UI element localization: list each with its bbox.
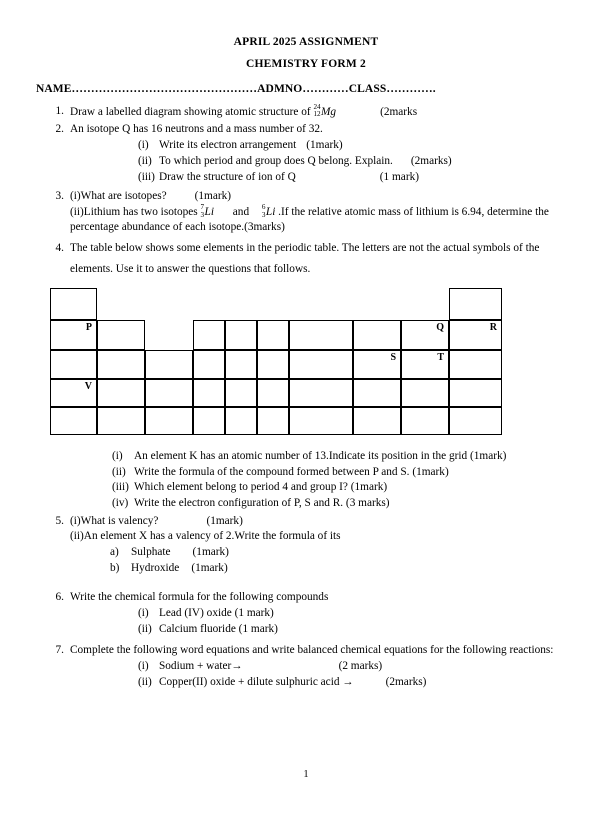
question-4-part-i-text: An element K has an atomic number of 13.Indicate its position in the grid (1mark): [134, 450, 507, 463]
question-4-part-ii-label: (ii): [112, 465, 126, 478]
question-2-part-ii-text: To which period and group does Q belong. Explain.: [159, 155, 393, 168]
question-3-part-ii-intro: (ii)Lithium has two isotopes: [70, 206, 201, 219]
grid-cell-empty: [50, 407, 97, 435]
grid-cell-empty: [225, 407, 257, 435]
question-7-part-ii-marks: (2marks): [385, 675, 427, 688]
question-4-part-iii-text: Which element belong to period 4 and group I? (1mark): [134, 481, 388, 494]
question-2-part-ii-marks: (2marks): [410, 155, 452, 168]
question-5-part-i: [70, 514, 612, 529]
isotope-magnesium-atomic: 12: [313, 110, 321, 119]
grid-cell-empty: [449, 350, 502, 379]
grid-cell-empty: [97, 320, 145, 350]
question-4-part-iv-label: (iv): [112, 497, 129, 510]
grid-cell-empty: [289, 320, 353, 350]
question-2: [0, 122, 612, 185]
grid-cell-empty: [401, 379, 449, 407]
question-2-part-iii: [138, 170, 612, 185]
grid-cell-empty: [193, 407, 225, 435]
question-6-stem: Write the chemical formula for the following compounds: [70, 590, 329, 603]
isotope-lithium-6-symbol: Li: [265, 206, 276, 219]
grid-cell-empty: [289, 379, 353, 407]
question-4-part-iv: [112, 496, 612, 512]
question-1-stem: Draw a labelled diagram showing atomic structure of: [70, 106, 314, 119]
document-page: [0, 36, 612, 828]
question-5-subpart-b: [110, 561, 612, 576]
grid-cell-empty: [449, 288, 502, 320]
question-6: [0, 590, 612, 637]
grid-cell-empty: [257, 379, 289, 407]
grid-cell-s: S: [353, 350, 401, 379]
page-title-line2: CHEMISTRY FORM 2: [246, 58, 366, 70]
question-3-number: 3.: [55, 190, 64, 203]
question-4-part-i: [112, 449, 612, 465]
grid-cell-q: Q: [401, 320, 449, 350]
grid-cell-empty: [145, 407, 193, 435]
grid-cell-empty: [97, 350, 145, 379]
grid-cell-empty: [353, 407, 401, 435]
grid-cell-empty: [50, 350, 97, 379]
question-4-number: 4.: [55, 242, 64, 255]
question-5-subpart-a: [110, 545, 612, 560]
question-2-part-i-text: Write its electron arrangement: [159, 139, 297, 152]
grid-cell-r: R: [449, 320, 502, 350]
question-1-marks: (2marks: [380, 106, 418, 119]
question-4-part-ii: [112, 465, 612, 481]
grid-cell-empty: [257, 350, 289, 379]
question-4-stem-line2: elements. Use it to answer the questions that follows.: [70, 263, 311, 276]
grid-cell-empty: [145, 350, 193, 379]
question-5-subpart-a-label: a): [110, 545, 119, 558]
grid-cell-empty: [289, 407, 353, 435]
grid-cell-empty: [225, 350, 257, 379]
isotope-magnesium-numbers: [313, 104, 320, 119]
question-7-part-ii-label: (ii): [138, 675, 152, 688]
grid-cell-empty: [193, 379, 225, 407]
question-2-stem: An isotope Q has 16 neutrons and a mass number of 32.: [70, 123, 323, 136]
grid-cell-empty: [193, 350, 225, 379]
grid-cell-empty: [97, 379, 145, 407]
question-1-text: [70, 104, 612, 120]
question-3-conjunction: and: [229, 206, 252, 219]
question-7-part-i-text: Sodium + water→: [159, 659, 243, 672]
page-number: 1: [303, 769, 309, 780]
question-4-stem-line1: The table below shows some elements in the periodic table. The letters are not the actual symbols of the: [70, 242, 540, 255]
grid-cell-empty: [353, 379, 401, 407]
question-7-number: 7.: [55, 643, 64, 656]
grid-cell-empty: [193, 320, 225, 350]
isotope-magnesium-mass: 24: [313, 103, 321, 111]
question-2-part-iii-label: (iii): [138, 171, 155, 184]
question-5-number: 5.: [55, 514, 64, 527]
question-2-number: 2.: [55, 123, 64, 136]
isotope-lithium-7-atomic: 3: [200, 210, 205, 219]
isotope-magnesium: [313, 104, 336, 120]
grid-cell-empty: [449, 379, 502, 407]
question-3: [0, 189, 612, 235]
question-4-part-ii-text: Write the formula of the compound formed between P and S. (1mark): [134, 465, 449, 478]
question-6-part-i: [138, 606, 612, 621]
grid-cell-empty: [449, 407, 502, 435]
question-3-part-ii-line2: percentage abundance of each isotope.(3marks): [70, 221, 285, 234]
question-3-part-i: [70, 189, 612, 204]
grid-cell-empty: [50, 288, 97, 320]
grid-cell-empty: [289, 350, 353, 379]
question-5-subpart-a-marks: (1mark): [192, 545, 229, 558]
question-list-continued: [0, 514, 612, 690]
question-5-subpart-b-marks: (1mark): [191, 561, 228, 574]
question-4-parts: [112, 449, 612, 511]
question-6-part-i-text: Lead (IV) oxide (1 mark): [159, 606, 274, 619]
isotope-lithium-7-mass: 7: [200, 203, 205, 212]
question-6-number: 6.: [55, 590, 64, 603]
question-4-part-iii: [112, 480, 612, 496]
question-7-part-i: [138, 659, 612, 674]
question-2-part-iii-text: Draw the structure of ion of Q: [159, 171, 296, 184]
grid-cell-empty: [145, 379, 193, 407]
page-title-line1: APRIL 2025 ASSIGNMENT: [233, 36, 379, 48]
question-6-part-ii: [138, 622, 612, 637]
question-7: [0, 643, 612, 690]
question-4-part-iii-label: (iii): [112, 481, 129, 494]
question-7-part-ii-text: Copper(II) oxide + dilute sulphuric acid →: [159, 675, 354, 688]
periodic-table-grid: [50, 288, 502, 435]
grid-cell-t: T: [401, 350, 449, 379]
question-5-part-ii: (ii)An element X has a valency of 2.Write the formula of its: [70, 529, 341, 542]
grid-cell-empty: [225, 379, 257, 407]
grid-cell-empty: [97, 407, 145, 435]
question-5-subpart-b-text: Hydroxide: [131, 561, 180, 574]
isotope-lithium-6-mass: 6: [261, 203, 266, 212]
question-2-part-i-label: (i): [138, 139, 149, 152]
question-5-subpart-b-label: b): [110, 561, 120, 574]
question-6-part-i-label: (i): [138, 606, 149, 619]
question-1: [0, 104, 612, 120]
question-4: [0, 241, 612, 277]
grid-cell-v: V: [50, 379, 97, 407]
grid-cell-p: P: [50, 320, 97, 350]
isotope-lithium-6-atomic: 3: [261, 210, 266, 219]
question-1-number: 1.: [55, 105, 64, 117]
question-7-part-i-label: (i): [138, 659, 149, 672]
grid-cell-empty: [257, 320, 289, 350]
question-2-part-iii-marks: (1 mark): [379, 171, 419, 184]
question-3-part-i-label: (i): [70, 190, 81, 203]
grid-cell-empty: [225, 320, 257, 350]
question-6-part-ii-label: (ii): [138, 622, 152, 635]
isotope-magnesium-symbol: Mg: [321, 106, 337, 119]
isotope-lithium-7-symbol: Li: [204, 206, 214, 219]
grid-cell-empty: [257, 407, 289, 435]
question-3-part-ii: [70, 204, 612, 220]
question-7-part-i-marks: (2 marks): [338, 659, 383, 672]
question-5-part-i-text: (i)What is valency?: [70, 514, 159, 527]
question-6-part-ii-text: Calcium fluoride (1 mark): [159, 622, 278, 635]
question-2-part-i-marks: (1mark): [306, 139, 343, 152]
question-5-subpart-a-text: Sulphate: [131, 545, 171, 558]
question-7-part-ii: [138, 675, 612, 690]
question-3-part-ii-tail: .If the relative atomic mass of lithium is 6.94, determine the: [275, 206, 549, 219]
question-2-part-ii: [138, 154, 612, 169]
question-3-part-i-text: What are isotopes?: [80, 190, 167, 203]
question-2-part-i: [138, 138, 612, 153]
question-4-part-iv-text: Write the electron configuration of P, S and R. (3 marks): [134, 497, 390, 510]
isotope-lithium-7: [201, 204, 214, 220]
question-4-part-i-label: (i): [112, 450, 123, 463]
question-2-part-ii-label: (ii): [138, 155, 152, 168]
isotope-lithium-6: [262, 204, 275, 220]
question-5-part-i-marks: (1mark): [206, 514, 243, 527]
question-7-stem: Complete the following word equations and write balanced chemical equations for the following reactions:: [70, 643, 554, 656]
question-list: [0, 104, 612, 277]
grid-cell-empty: [353, 320, 401, 350]
grid-cell-empty: [401, 407, 449, 435]
name-admno-class-line: NAME…………………………………………ADMNO…………CLASS………….: [36, 83, 436, 95]
question-5: [0, 514, 612, 576]
question-3-part-i-marks: (1mark): [194, 190, 232, 203]
